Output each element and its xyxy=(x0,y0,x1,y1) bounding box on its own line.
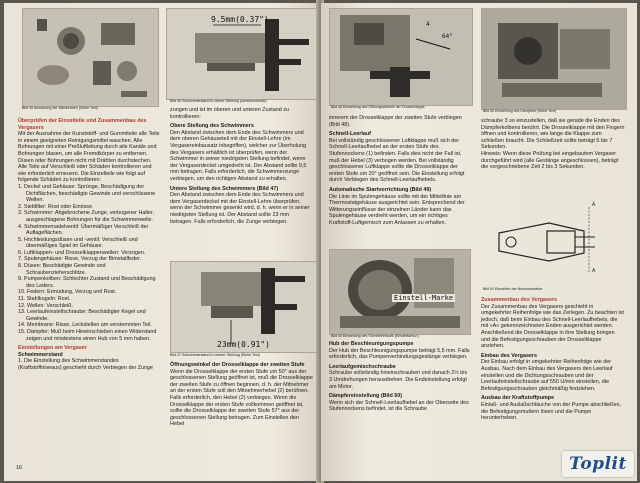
figure-50-art xyxy=(482,9,626,109)
subheading-idle-screw: Leerlaufgemischschraube xyxy=(329,363,396,370)
left-page xyxy=(4,3,319,481)
section-heading-settings: Einstellungen am Vergaser xyxy=(18,345,87,352)
figure-48-label: 4 xyxy=(426,21,430,28)
list-item: 10. Federn: Ermüdung, Verzug und Rost. xyxy=(18,289,117,296)
figure-46-measurement: 9.5mm(0.37") xyxy=(211,15,269,24)
paragraph: innerem der Drosselklappe der zweiten Stufe verbiegen (Bild 48). xyxy=(329,115,462,128)
list-item: 6. Luftklappen- und Drosselklappenwellen: Verzogen. xyxy=(18,249,146,256)
list-item: 9. Pumpenkolben: Schlechter Zustand und Beschädigung des Leders. xyxy=(18,276,156,289)
paragraph: Wenn die Drosselklappe der ersten Stufe um 50° aus der geschlossenen Stellung geöffnet ist, muß die Drosselklappe der zweiten Stufe zu öffnen beginnen, d. h. der Mitnehmer an der ersten Stufe soll den Mitnehmerhebel (2) berühren. Falls erforderlich, den Hebel (2) verbiegen. Wenn die Drosselklappe der ersten Stufe vollkommen geöffnet ist, sollte die Drosselklappe der zweiten Stufe 57° aus der geschlossenen Stellung betragen. Zum Einstellen den Hebel xyxy=(170,368,313,428)
figure-49-choke-marks xyxy=(329,249,471,335)
figure-47-measurement: 23mm(0.91") xyxy=(217,340,270,349)
figure-49-stamp: Einstell-Marke xyxy=(394,294,454,302)
watermark-logo xyxy=(562,451,634,477)
paragraph: Schraube vollständig hineinschrauben und danach 2½ bis 3 Umdrehungen herausdrehen. Die Endeinstellung erfolgt am Motor. xyxy=(329,370,468,390)
paragraph: zungen und ist im oberen und unteren Zustand zu kontrollieren: xyxy=(170,107,289,120)
figure-49-art xyxy=(330,250,470,334)
subheading-throttle-angle: Öffnungswinkel der Drosselklappe der zweiten Stufe xyxy=(170,362,305,368)
list-item: 12. Wellen: Verschleiß. xyxy=(18,302,74,309)
right-page xyxy=(321,3,637,481)
figure-45-art xyxy=(23,9,158,106)
figure-46-float-upper xyxy=(166,8,318,100)
subheading-choke: Automatische Startvorrichtung (Bild 49) xyxy=(329,186,432,193)
subheading-install: Einbau des Vergasers xyxy=(481,352,538,359)
list-item: 1. Deckel und Gehäuse: Sprünge, Beschädigung der Dichtflächen, beschädigte Gewinde und verschlissene Wellen. xyxy=(18,183,156,204)
page-number: 16 xyxy=(16,465,23,471)
paragraph: schraube 3 so einzustellen, daß sie gerade die Enden des Dämpferkolbens berührt. Die Drosselklappe mit den Fingern öffnen und kontrollieren, wie lange die Klappe zum schließen braucht. Die Schließzeit sollte beträgt 5 bis 7 Sekunden. xyxy=(481,118,625,151)
subheading-lower-float: Untere Stellung des Schwimmers (Bild 47) xyxy=(170,185,279,192)
figure-51-cam xyxy=(489,203,611,281)
figure-45-parts xyxy=(22,8,159,107)
subheading-fast-idle: Schnell-Leerlauf xyxy=(329,131,371,138)
left-column-1 xyxy=(18,115,161,372)
list-item: 2. Siebfilter: Rost oder Einrisse. xyxy=(18,203,94,210)
right-column-2 xyxy=(481,118,625,171)
subheading-upper-float: Obere Stellung des Schwimmers xyxy=(170,123,254,130)
subheading-fuel-pump: Ausbau der Kraftstoffpumpe xyxy=(481,395,555,402)
figure-51-label-a-bottom: A xyxy=(592,268,596,274)
figure-48-art xyxy=(330,9,472,105)
list-item: 7. Spulengehäuse: Risse, Verzug der Bimetallfeder. xyxy=(18,256,142,263)
paragraph: Der Zusammenbau des Vergasers geschieht in umgekehrter Reihenfolge wie das Zerlegen. Zu beachten ist jedoch, daß beim Einbau des Schnell-Leerlaufhebels, die mit »A« gekennzeichneten Enden ausgerichtet werden. Anschließend die Drosselklappe in ihre Stellung bringen und die Befestigungsschrauben der Drosselklappe anziehen. xyxy=(481,303,624,350)
list-item: 15. Dämpfer: Muß beim Hineinschieben einen Widerstand zeigen und mindestens einen Hub von 5 mm haben. xyxy=(18,329,157,342)
paragraph: Bei vollständig geschlossener Luftklappe muß sich der Schnell-Leerlaufhebel an der ersten Stufe des Stufennockens (1) befinden. Falls dies nicht der Fall ist, muß der Hebel (3) verbogen werden. Bei vollständig geschlossener Luftklappe sollte die Drosselklappe der ersten Stufe um 20° geöffnet sein. Die Einstellung erfolgt durch Verbiegen des Schnell-Leerlaufhebels. xyxy=(329,137,465,184)
paragraph: Die Linie im Spulengehäuse sollte mit der Mittellinie am Thermostatgehäuse ausgerichtet sein. Entsprechend der Witterungseinflüsse der einzelnen Länder kann das Spulengehäuse verdreht werden, um ein richtiges Kraftstoff-Luftgemisch zum Anlassen zu erhalten. xyxy=(329,193,465,226)
left-column-2-bottom xyxy=(170,362,313,428)
figure-51-caption: Bild 51 Einstellen der Nockenscheibe xyxy=(483,287,543,291)
figure-51-label-a-top: A xyxy=(592,202,596,208)
figure-50-caption: Bild 50 Einstellung des Dämpfers (Siehe Text) xyxy=(483,109,557,113)
right-column-2-bottom xyxy=(481,294,625,422)
left-column-2 xyxy=(170,107,313,225)
list-item: 5. Hochleistungsdüsen und -ventil: Verschleiß und übermäßiges Spiel im Gehäuse. xyxy=(18,236,138,250)
subheading-float-level: Schwimmerstand xyxy=(18,351,63,358)
subheading-pump-stroke: Hub der Beschleunigungspumpe xyxy=(329,341,414,347)
list-item: 3. Schwimmer: Abgebrochene Zunge, verbogener Halter, ausgeschlagene Bohrungen für die Schwimmerwelle. xyxy=(18,210,155,223)
paragraph: 1. Die Einstellung des Schwimmerstandes (Kraftstoffniveaus) geschieht durch Verbiegen der Zunge xyxy=(18,358,154,371)
figure-50-damper xyxy=(481,8,627,110)
figure-49-caption: Bild 49 Einstellung des Schnellleerlaufs (Einstellwerkz.) xyxy=(331,334,420,338)
paragraph: Der Hub der Beschleunigungspumpe beträgt 5,5 mm. Falls erforderlich, das Pumpenverbindungsgestänge verbiegen. xyxy=(329,347,470,361)
watermark-text: Toplit xyxy=(569,454,627,474)
figure-48-throttle-angle xyxy=(329,8,473,106)
subheading-damper: Dämpfereinstellung (Bild 50) xyxy=(329,393,403,400)
list-item: 11. Stahlkugeln: Rost. xyxy=(18,296,71,303)
figure-47-caption: Bild 47 Schwimmerstand in unterer Stellung (Siehe Text) xyxy=(170,353,260,357)
figure-48-caption: Bild 48 Einstellung des Öffnungswinkels der Drosselklappe xyxy=(331,105,425,109)
paragraph: Den Abstand zwischen dem Ende des Schwimmers und dem Vergaserdeckel mit der Einstell-Lehre überprüfen, wenn der Schwimmer gesenkt wird, d. h. wenn er in seiner niedrigsten Stellung ist. Der Abstand sollte 23 mm betragen. Falls erforderlich, die Zunge verbiegen. xyxy=(170,192,310,225)
paragraph: Einlaß- und Auslaßschläuche von der Pumpe abschließen, die Befestigungsmuttern lösen und die Pumpe herunterheben. xyxy=(481,401,621,422)
inspection-list xyxy=(18,184,161,342)
section-heading-assembly: Zusammenbau des Vergasers xyxy=(481,297,558,303)
list-item: 4. Schwimmernadelventil: Übermäßiger Verschleiß der Auflageflächen. xyxy=(18,223,149,237)
list-item: 8. Düsen: Beschädigte Gewinde und Schraubenzieherschlitze. xyxy=(18,263,106,276)
paragraph: Der Einbau erfolgt in umgekehrter Reihenfolge wie der Ausbau. Nach dem Einbau des Vergasers den Leerlauf einstellen und die Dichtungsschrauben und der Leerlaufeinstellschraube auf 550 U/min einstellen, die Befestigungsschrauben gleichmäßig festziehen. xyxy=(481,359,613,392)
paragraph: Wenn sich der Schnell-Leerlaufhebel an der Oberseite des Stufennockens befindet, ist die Schraube xyxy=(329,399,469,413)
section-heading: Überprüfen der Einzelteile und Zusammenbau des Vergasers xyxy=(18,118,147,131)
list-item: 14. Membrane: Risse, Leckstellen am verstemmten Teil. xyxy=(18,322,152,329)
right-column-1-bottom xyxy=(329,341,471,413)
paragraph: Den Abstand zwischen dem Ende des Schwimmers und dem oberen Gehäuseteil mit der Einstell-Lehre (im Vergasereinbausatz inbegriffen), welcher zur Überholung des Vergasers erhältlich ist überprüfen, wenn der Schwimmer in seiner niedrigsten Stellung befindet, wenn der Vergaserdeckel umgedreht ist. Der Abstand sollte 9,5 mm betragen. Falls erforderlich, die Schwimmerzunge verbiegen, um den richtigen Abstand zu erhalten. xyxy=(170,129,307,182)
note-paragraph: Hinweis: Wenn diese Prüfung bei eingebautem Vergaser durchgeführt wird (alle Gestänge angeschlossen), beträgt die vorgeschriebene Zeit 2 bis 3 Sekunden. xyxy=(481,150,619,171)
figure-45-caption: Bild 45 Anordnung der Membranen (Siehe Text) xyxy=(22,106,98,110)
figure-46-caption: Bild 46 Schwimmerstand in oberer Stellung (schwimmertrab) xyxy=(170,99,267,103)
right-column-1 xyxy=(329,115,471,227)
list-item: 13. Leerlaufeinstellschraube: Beschädigter Kegel und Gewinde. xyxy=(18,309,146,322)
figure-47-float-lower xyxy=(170,261,318,353)
figure-48-angle: 64° xyxy=(442,33,453,40)
figure-47-art xyxy=(171,262,317,352)
intro-paragraph: Mit der Ausnahme der Kunststoff- und Gummiteile alle Teile in einem geeigneten Reinigungsmittel waschen. Alle Bohrungen mit einer Preßluftleitung durch alle Kanäle und Bohrungen blasen, um alle Fremdkörper zu entfernen. Düsen oder Bohrungen nicht mit Drähten durchstechen. Alle Teile auf Verschleiß oder Schäden kontrollieren und wie erforderlich erneuern. Die Einzelteile wie folgt auf folgende Schäden zu kontrollieren: xyxy=(18,131,160,184)
